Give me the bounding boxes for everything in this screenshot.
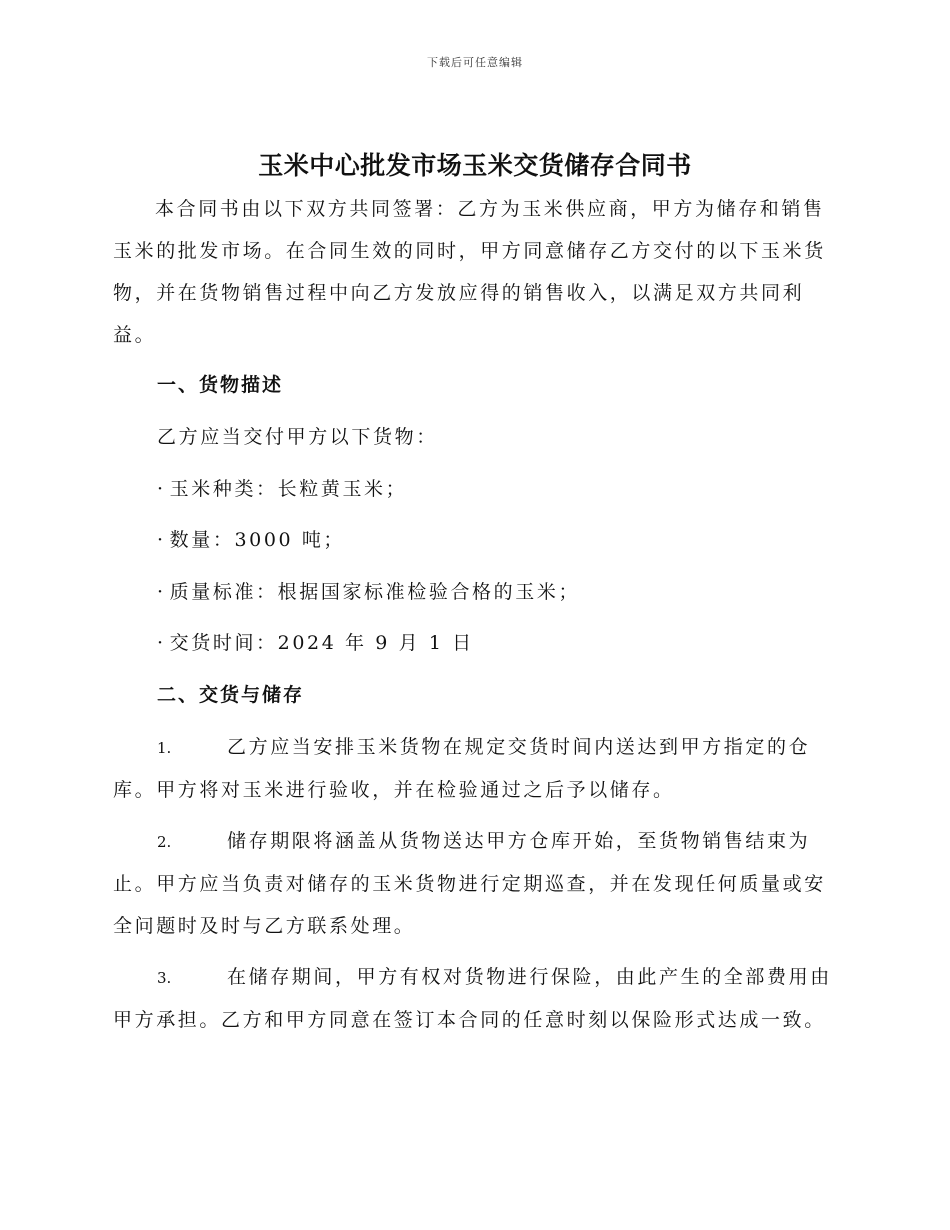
goods-lead: 乙方应当交付甲方以下货物： [157,426,438,448]
section-heading-delivery-storage: 二、交货与储存 [157,684,305,706]
list-item [157,519,837,561]
bullet-text-delivery-time: 交货时间：2024 年 9 月 1 日 [169,632,474,654]
list-item [157,571,837,613]
numbered-paragraph [113,956,835,1041]
list-item [157,622,837,664]
paragraph-text: 储存期限将涵盖从货物送达甲方仓库开始，至货物销售结束为止。甲方应当负责对储存的玉米货物进行定期巡查，并在发现任何质量或安全问题时及时与乙方联系处理。 [113,830,826,937]
list-item [157,468,837,510]
bullet-icon: · [157,581,166,603]
numbered-paragraph [113,726,835,811]
numbered-paragraph [113,820,835,947]
intro-paragraph: 本合同书由以下双方共同签署：乙方为玉米供应商，甲方为储存和销售玉米的批发市场。在合同生效的同时，甲方同意储存乙方交付的以下玉米货物，并在货物销售过程中向乙方发放应得的销售收入，以满足双方共同利益。 [113,198,826,346]
bullet-icon: · [157,529,166,551]
bullet-icon: · [157,632,166,654]
bullet-text-variety: 玉米种类：长粒黄玉米； [169,478,408,500]
bullet-text-quantity: 数量：3000 吨； [169,529,346,551]
paragraph-number: 2. [157,833,172,851]
paragraph-text: 在储存期间，甲方有权对货物进行保险，由此产生的全部费用由甲方承担。乙方和甲方同意在签订本合同的任意时刻以保险形式达成一致。 [113,966,832,1031]
paragraph-number: 1. [157,739,172,757]
paragraph-number: 3. [157,969,172,987]
paragraph-text: 乙方应当安排玉米货物在规定交货时间内送达到甲方指定的仓库。甲方将对玉米进行验收，并在检验通过之后予以储存。 [113,736,811,801]
bullet-text-quality: 质量标准：根据国家标准检验合格的玉米； [169,581,581,603]
section-heading-goods: 一、货物描述 [157,374,284,396]
bullet-icon: · [157,478,166,500]
header-note: 下载后可任意编辑 [427,56,523,69]
document-title: 玉米中心批发市场玉米交货储存合同书 [258,151,692,180]
